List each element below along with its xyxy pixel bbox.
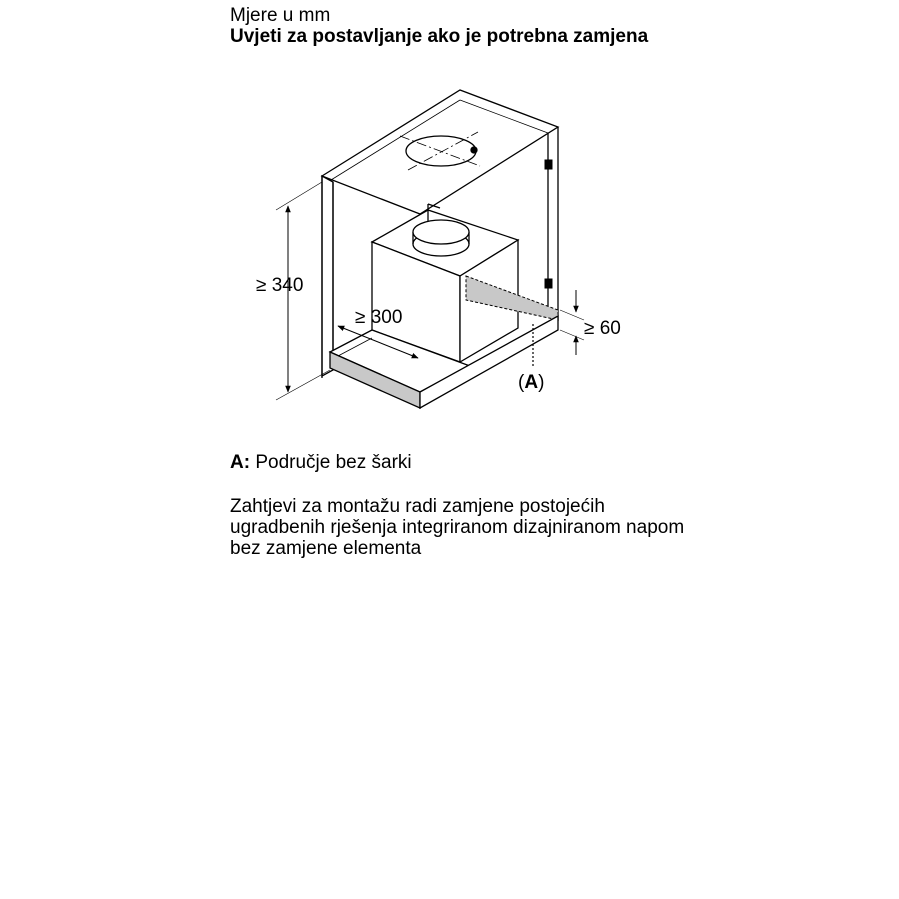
description: Zahtjevi za montažu radi zamjene postojećih ugradbenih rješenja integriranom dizajniranom napom bez zamjene elementa <box>230 496 685 559</box>
cabinet-top <box>322 90 558 214</box>
legend <box>230 452 412 474</box>
gap-dimension-label: ≥ 60 <box>584 318 621 339</box>
header <box>230 5 690 47</box>
cabinet-left-side <box>322 176 333 376</box>
callout-label: (A) <box>518 372 545 393</box>
height-dimension-label: ≥ 340 <box>256 275 304 296</box>
legend-text: Područje bez šarki <box>255 452 412 473</box>
units-caption: Mjere u mm <box>230 5 331 26</box>
page-title: Uvjeti za postavljanje ako je potrebna zamjena <box>230 26 649 47</box>
legend-key: A: <box>230 452 251 473</box>
depth-dimension-label: ≥ 300 <box>355 307 403 328</box>
gap-dimension <box>560 290 584 355</box>
